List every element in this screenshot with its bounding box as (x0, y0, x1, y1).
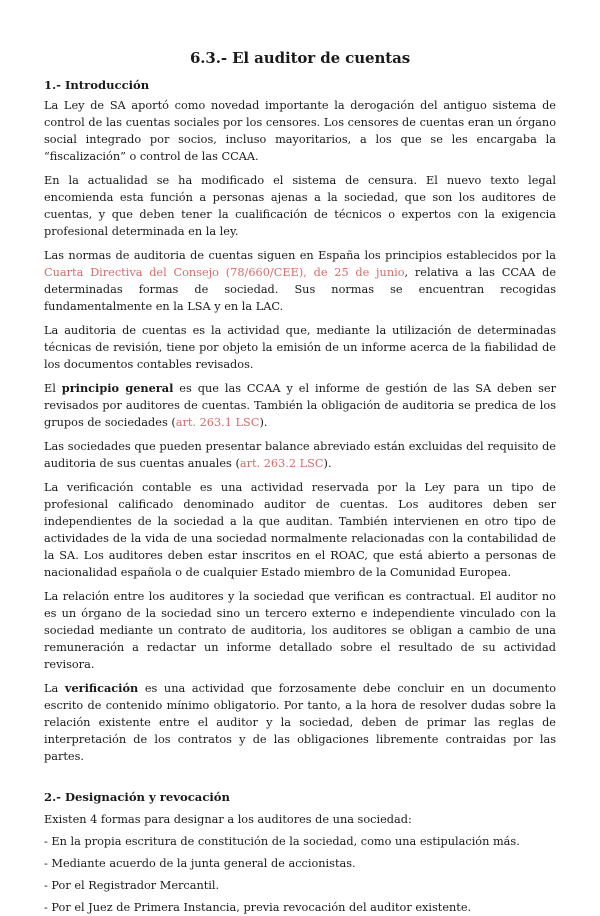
directive-link[interactable]: Cuarta Directiva del Consejo (78/660/CEE), de 25 de junio (44, 266, 405, 279)
paragraph-text: El (44, 382, 62, 395)
paragraph: La relación entre los auditores y la sociedad que verifican es contractual. El auditor no es un órgano de la sociedad sino un tercero externo e independiente vinculado con la sociedad mediante un contrato de auditoria, los auditores se obligan a cambio de una remuneración a redactar un informe detallado sobre el resultado de su actividad revisora. (44, 590, 556, 671)
section-heading-introduccion: 1.- Introducción (44, 78, 150, 92)
bold-term: verificación (64, 681, 139, 695)
section-heading-designacion: 2.- Designación y revocación (44, 790, 230, 804)
page-title: 6.3.- El auditor de cuentas (189, 49, 411, 67)
list-item: - Por el Juez de Primera Instancia, previa revocación del auditor existente. (44, 901, 472, 914)
list-item: - En la propia escritura de constitución de la sociedad, como una estipulación más. (44, 835, 520, 848)
paragraph (44, 380, 556, 431)
list-item: - Mediante acuerdo de la junta general de accionistas. (44, 857, 356, 870)
paragraph: La auditoria de cuentas es la actividad que, mediante la utilización de determinadas técnicas de revisión, tiene por objeto la emisión de un informe acerca de la fiabilidad de los documentos contables revisados. (44, 324, 556, 371)
paragraph (44, 680, 556, 765)
article-link[interactable]: art. 263.1 LSC (175, 416, 260, 429)
paragraph-text: es una actividad que forzosamente debe concluir en un documento escrito de contenido mínimo obligatorio. Por tanto, a la hora de resolver dudas sobre la relación existente entre el auditor y la sociedad, deben de primar las reglas de interpretación de los contratos y de las obligaciones libremente contraidas por las partes. (44, 682, 557, 763)
paragraph-text: es que las CCAA y el informe de gestión de las SA deben ser revisados por auditores de cuentas. También la obligación de auditoria se predica de los grupos de sociedades ( (44, 382, 556, 429)
bold-term: principio general (61, 381, 174, 395)
paragraph: La verificación contable es una actividad reservada por la Ley para un tipo de profesional calificado denominado auditor de cuentas. Los auditores deben ser independientes de la sociedad a la que auditan. También intervienen en otro tipo de actividades de la vida de una sociedad normalmente relacionadas con la contabilidad de la SA. Los auditores deben estar inscritos en el ROAC, que está abierto a personas de nacionalidad española o de cualquier Estado miembro de la Comunidad Europea. (44, 481, 556, 579)
paragraph: La Ley de SA aportó como novedad importante la derogación del antiguo sistema de control de las cuentas sociales por los censores. Los censores de cuentas eran un órgano social integrado por socios, incluso mayoritarios, a los que se les encargaba la “fiscalización” o control de las CCAA. (44, 99, 556, 163)
list-item: - Por el Registrador Mercantil. (44, 879, 220, 892)
paragraph (44, 247, 556, 315)
paragraph-text: La (44, 682, 65, 695)
list-intro: Existen 4 formas para designar a los auditores de una sociedad: (44, 813, 412, 826)
paragraph-text: ). (323, 457, 332, 470)
paragraph: En la actualidad se ha modificado el sistema de censura. El nuevo texto legal encomienda esta función a personas ajenas a la sociedad, que son los auditores de cuentas, y que deben tener la cualificación de técnicos o expertos con la exigencia profesional determinada en la ley. (44, 174, 556, 238)
paragraph-text: Las sociedades que pueden presentar balance abreviado están excluidas del requisito de auditoria de sus cuentas anuales ( (44, 440, 556, 470)
paragraph-text: ). (259, 416, 268, 429)
paragraph-text: Las normas de auditoria de cuentas siguen en España los principios establecidos por la (44, 249, 556, 262)
paragraph (44, 438, 556, 472)
paragraph-text: , relativa a las CCAA de determinadas formas de sociedad. Sus normas se encuentran recogidas fundamentalmente en la LSA y en la LAC. (44, 266, 556, 313)
article-link[interactable]: art. 263.2 LSC (239, 457, 324, 470)
